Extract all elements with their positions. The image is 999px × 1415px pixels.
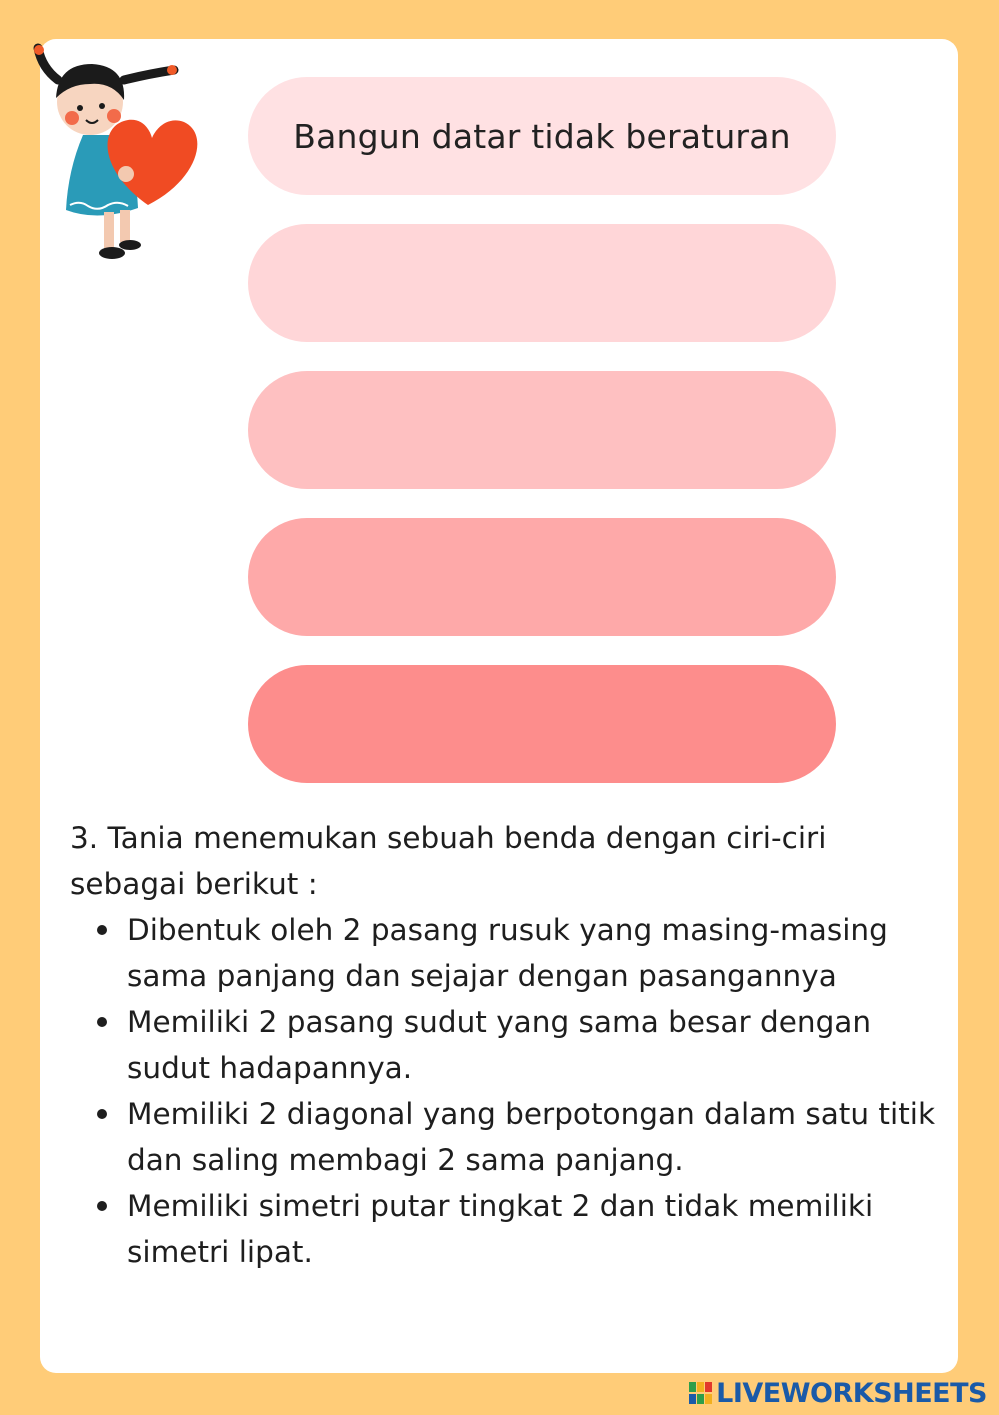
answer-option-2[interactable]	[248, 224, 836, 342]
question-intro: 3. Tania menemukan sebuah benda dengan ciri-ciri sebagai berikut :	[70, 821, 827, 901]
answer-option-5[interactable]	[248, 665, 836, 783]
answer-option-3[interactable]	[248, 371, 836, 489]
brand-name: LIVEWORKSHEETS	[716, 1377, 987, 1409]
criteria-item: Dibentuk oleh 2 pasang rusuk yang masing-masing sama panjang dan sejajar dengan pasangannya	[127, 907, 950, 999]
footer-brand	[688, 1375, 987, 1411]
criteria-item: Memiliki 2 diagonal yang berpotongan dalam satu titik dan saling membagi 2 sama panjang.	[127, 1091, 950, 1183]
girl-holding-heart-icon	[28, 40, 208, 265]
criteria-item: Memiliki simetri putar tingkat 2 dan tidak memiliki simetri lipat.	[127, 1183, 950, 1275]
question-block	[70, 815, 950, 1275]
answer-option-label: Bangun datar tidak beraturan	[293, 116, 791, 156]
criteria-item: Memiliki 2 pasang sudut yang sama besar dengan sudut hadapannya.	[127, 999, 950, 1091]
liveworksheets-logo-icon	[688, 1380, 714, 1406]
answer-option-4[interactable]	[248, 518, 836, 636]
criteria-list	[70, 907, 950, 1275]
answer-option-1[interactable]	[248, 77, 836, 195]
